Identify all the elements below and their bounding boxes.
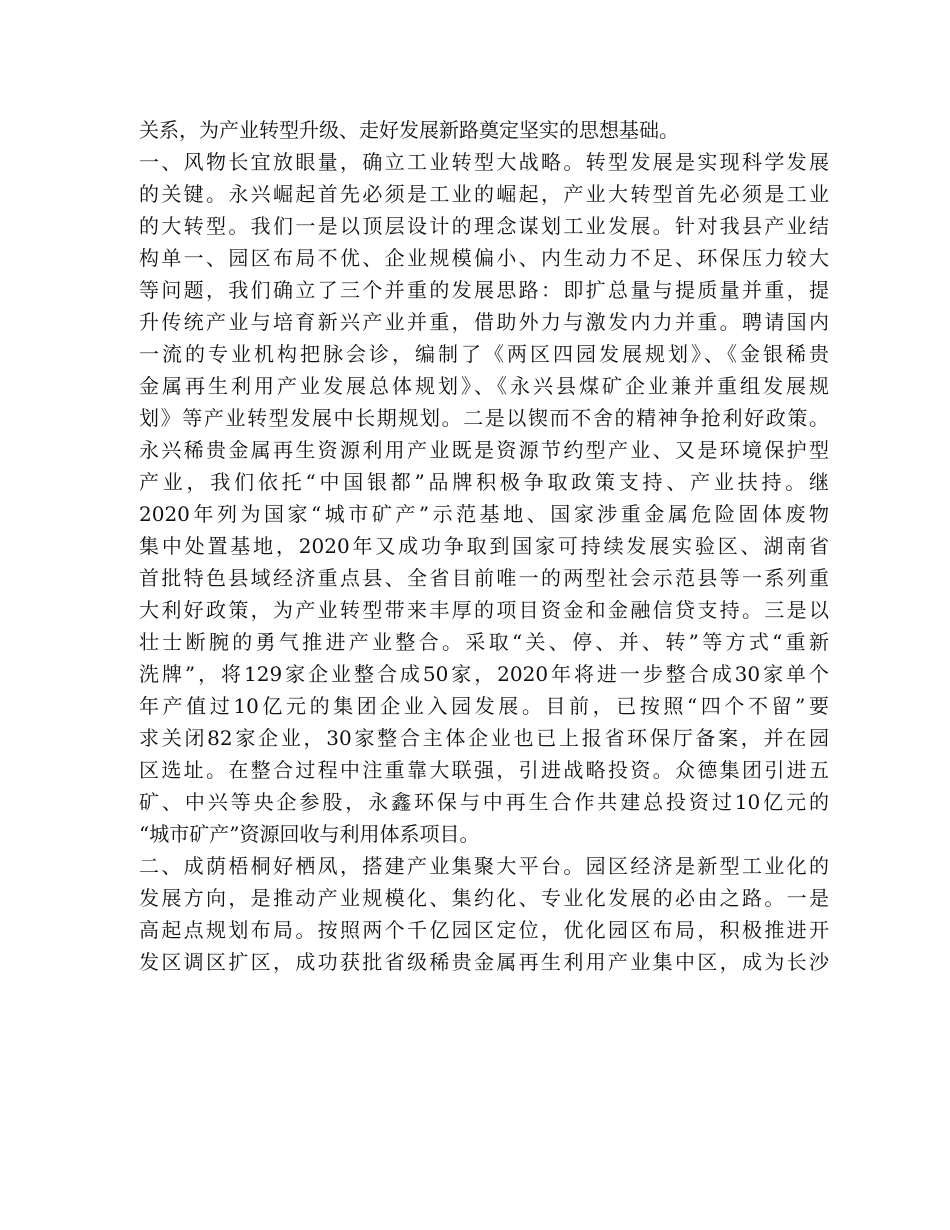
text-line: 关系，为产业转型升级、走好发展新路奠定坚实的思想基础。	[139, 118, 679, 142]
text-line: 发展方向，是推动产业规模化、集约化、专业化发展的必由之路。一是	[139, 886, 829, 910]
body-text	[139, 114, 829, 978]
text-line: 2020年列为国家“城市矿产”示范基地、国家涉重金属危险固体废物	[139, 502, 829, 526]
text-line: 的大转型。我们一是以顶层设计的理念谋划工业发展。针对我县产业结	[139, 214, 829, 238]
text-line: 金属再生利用产业发展总体规划》、《永兴县煤矿企业兼并重组发展规	[139, 374, 829, 398]
text-line: 一、风物长宜放眼量，确立工业转型大战略。转型发展是实现科学发展	[139, 150, 829, 174]
text-line: 大利好政策，为产业转型带来丰厚的项目资金和金融信贷支持。三是以	[139, 598, 829, 622]
text-line: 求关闭82家企业，30家整合主体企业也已上报省环保厅备案，并在园	[139, 726, 829, 750]
text-line: 发区调区扩区，成功获批省级稀贵金属再生利用产业集中区，成为长沙	[139, 950, 829, 974]
text-line: “城市矿产”资源回收与利用体系项目。	[139, 822, 480, 846]
text-line: 一流的专业机构把脉会诊，编制了《两区四园发展规划》、《金银稀贵	[139, 342, 829, 366]
text-line: 等问题，我们确立了三个并重的发展思路：即扩总量与提质量并重，提	[139, 278, 829, 302]
text-line: 区选址。在整合过程中注重靠大联强，引进战略投资。众德集团引进五	[139, 758, 829, 782]
text-line: 高起点规划布局。按照两个千亿园区定位，优化园区布局，积极推进开	[139, 918, 829, 942]
text-line: 集中处置基地，2020年又成功争取到国家可持续发展实验区、湖南省	[139, 534, 829, 558]
text-line: 二、成荫梧桐好栖凤，搭建产业集聚大平台。园区经济是新型工业化的	[139, 854, 829, 878]
text-line: 矿、中兴等央企参股，永鑫环保与中再生合作共建总投资过10亿元的	[139, 790, 829, 814]
text-line: 永兴稀贵金属再生资源利用产业既是资源节约型产业、又是环境保护型	[139, 438, 829, 462]
text-line: 首批特色县域经济重点县、全省目前唯一的两型社会示范县等一系列重	[139, 566, 829, 590]
text-line: 的关键。永兴崛起首先必须是工业的崛起，产业大转型首先必须是工业	[139, 182, 829, 206]
text-line: 产业，我们依托“中国银都”品牌积极争取政策支持、产业扶持。继	[139, 470, 829, 494]
text-line: 年产值过10亿元的集团企业入园发展。目前，已按照“四个不留”要	[139, 694, 829, 718]
text-line: 划》等产业转型发展中长期规划。二是以锲而不舍的精神争抢利好政策。	[139, 406, 829, 430]
text-line: 壮士断腕的勇气推进产业整合。采取“关、停、并、转”等方式“重新	[139, 630, 829, 654]
text-line: 洗牌”，将129家企业整合成50家，2020年将进一步整合成30家单个	[139, 662, 829, 686]
text-line: 构单一、园区布局不优、企业规模偏小、内生动力不足、环保压力较大	[139, 246, 829, 270]
text-line: 升传统产业与培育新兴产业并重，借助外力与激发内力并重。聘请国内	[139, 310, 829, 334]
